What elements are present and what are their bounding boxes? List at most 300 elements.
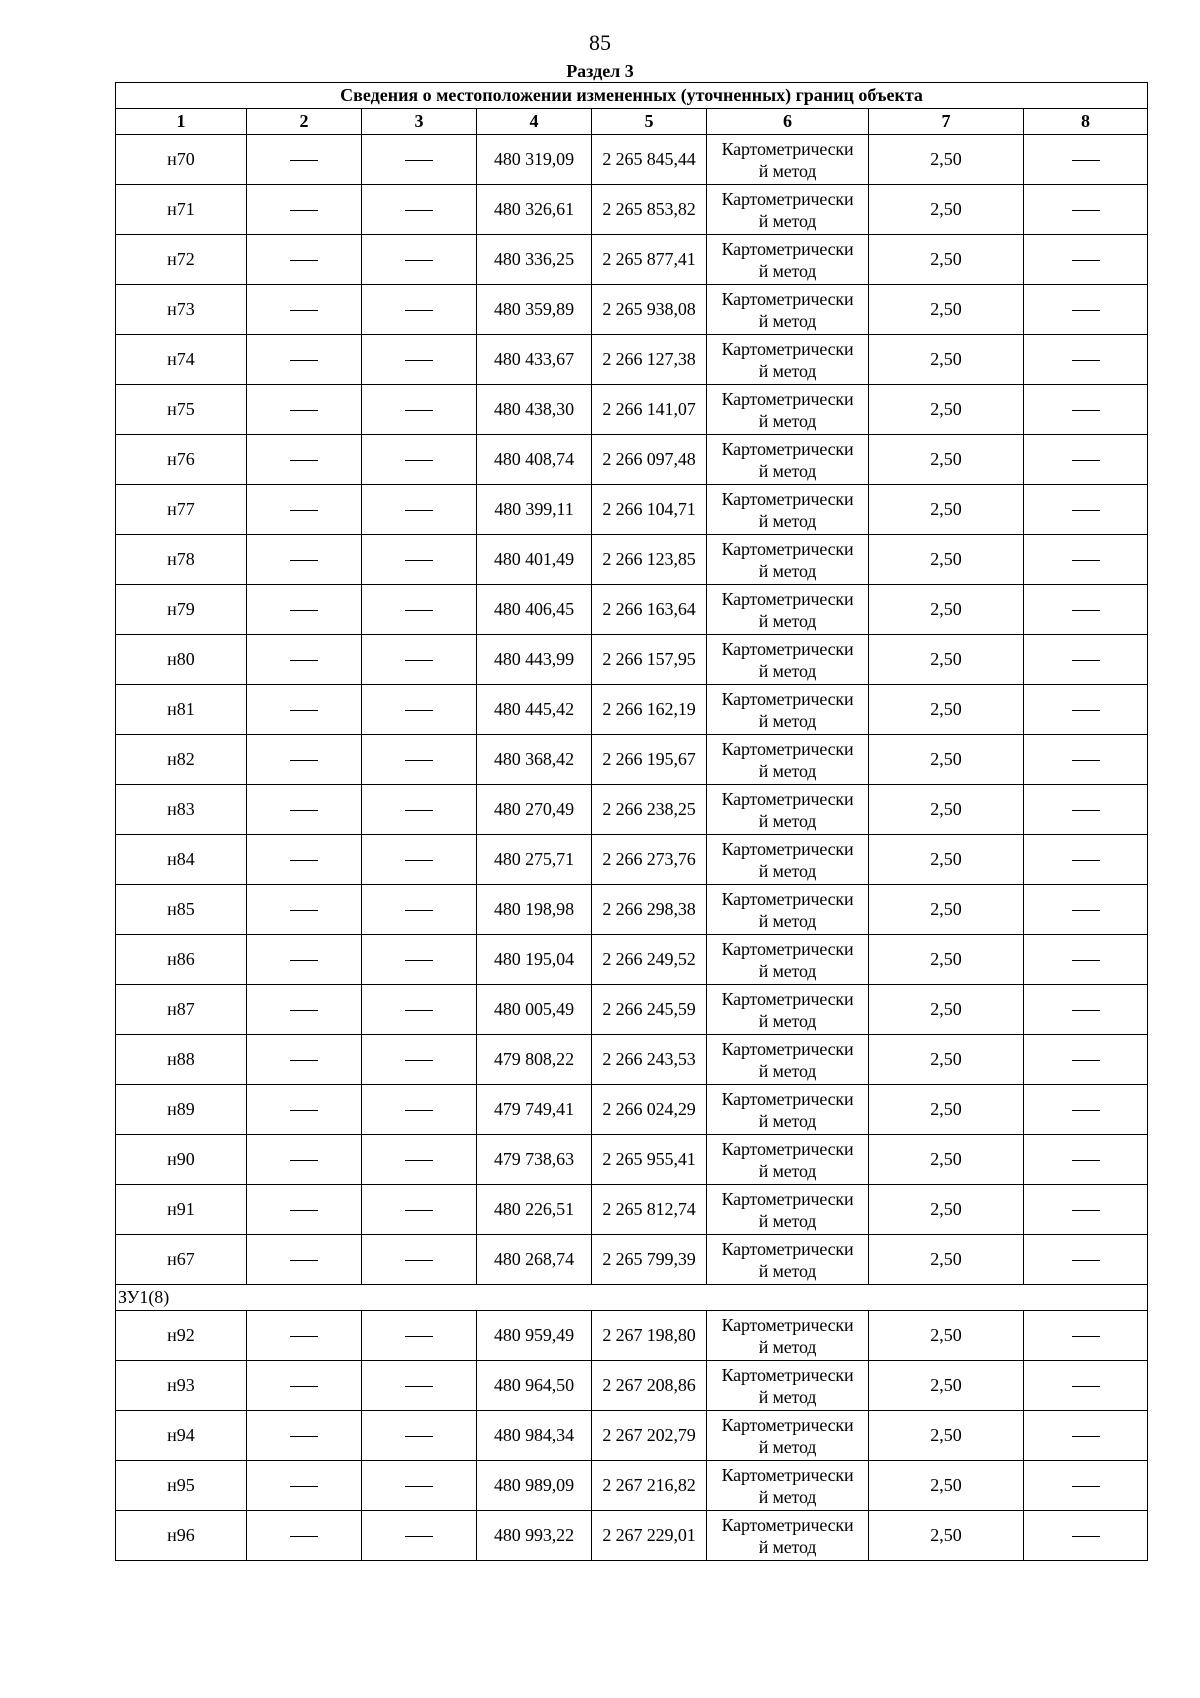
dash-mark [290, 1260, 318, 1261]
dash-mark [290, 260, 318, 261]
y-coordinate-cell: 2 266 238,25 [592, 785, 707, 835]
column-8-cell [1024, 135, 1148, 185]
column-8-cell [1024, 1311, 1148, 1361]
method-cell [707, 1311, 869, 1361]
dash-mark [290, 660, 318, 661]
column-2-cell [247, 1511, 362, 1561]
dash-mark [290, 210, 318, 211]
method-line-1: Картометрически [721, 938, 854, 959]
x-coordinate-cell: 480 959,49 [477, 1311, 592, 1361]
y-coordinate-cell: 2 266 127,38 [592, 335, 707, 385]
y-coordinate-cell: 2 265 812,74 [592, 1185, 707, 1235]
method-cell [707, 935, 869, 985]
method-line-2: й метод [758, 660, 817, 681]
dash-mark [290, 560, 318, 561]
column-8-cell [1024, 985, 1148, 1035]
method-cell [707, 1411, 869, 1461]
x-coordinate-cell: 480 445,42 [477, 685, 592, 735]
dash-mark [290, 1336, 318, 1337]
x-coordinate-cell: 480 401,49 [477, 535, 592, 585]
dash-mark [290, 910, 318, 911]
column-8-cell [1024, 1185, 1148, 1235]
column-8-cell [1024, 385, 1148, 435]
method-line-2: й метод [758, 260, 817, 281]
column-8-cell [1024, 1411, 1148, 1461]
method-line-1: Картометрически [721, 538, 854, 559]
column-3-cell [362, 985, 477, 1035]
method-cell [707, 235, 869, 285]
method-line-2: й метод [758, 960, 817, 981]
point-name-cell: н75 [116, 385, 247, 435]
table-row [116, 1311, 1148, 1361]
accuracy-cell: 2,50 [869, 985, 1024, 1035]
table-row [116, 335, 1148, 385]
dash-mark [290, 460, 318, 461]
method-cell [707, 1511, 869, 1561]
y-coordinate-cell: 2 265 799,39 [592, 1235, 707, 1285]
dash-mark [1072, 1260, 1100, 1261]
method-cell [707, 1135, 869, 1185]
column-3-cell [362, 1461, 477, 1511]
column-8-cell [1024, 685, 1148, 735]
x-coordinate-cell: 480 964,50 [477, 1361, 592, 1411]
dash-mark [1072, 210, 1100, 211]
column-8-cell [1024, 1461, 1148, 1511]
dash-mark [1072, 1210, 1100, 1211]
column-2-cell [247, 1361, 362, 1411]
column-3-cell [362, 835, 477, 885]
dash-mark [405, 260, 433, 261]
method-line-1: Картометрически [721, 1314, 854, 1335]
dash-mark [405, 360, 433, 361]
point-name-cell: н70 [116, 135, 247, 185]
y-coordinate-cell: 2 265 853,82 [592, 185, 707, 235]
column-2-cell [247, 1185, 362, 1235]
y-coordinate-cell: 2 266 104,71 [592, 485, 707, 535]
column-8-cell [1024, 1035, 1148, 1085]
table-row [116, 285, 1148, 335]
x-coordinate-cell: 480 195,04 [477, 935, 592, 985]
x-coordinate-cell: 479 749,41 [477, 1085, 592, 1135]
method-line-1: Картометрически [721, 1238, 854, 1259]
dash-mark [1072, 360, 1100, 361]
dash-mark [1072, 410, 1100, 411]
method-line-2: й метод [758, 460, 817, 481]
method-line-1: Картометрически [721, 1138, 854, 1159]
table-row [116, 485, 1148, 535]
accuracy-cell: 2,50 [869, 1311, 1024, 1361]
x-coordinate-cell: 480 275,71 [477, 835, 592, 885]
dash-mark [405, 860, 433, 861]
dash-mark [290, 760, 318, 761]
dash-mark [405, 810, 433, 811]
point-name-cell: н82 [116, 735, 247, 785]
accuracy-cell: 2,50 [869, 935, 1024, 985]
column-3-cell [362, 485, 477, 535]
column-2-cell [247, 185, 362, 235]
column-3-cell [362, 235, 477, 285]
column-3-cell [362, 1185, 477, 1235]
column-2-cell [247, 835, 362, 885]
dash-mark [405, 1110, 433, 1111]
column-3-cell [362, 1085, 477, 1135]
x-coordinate-cell: 480 005,49 [477, 985, 592, 1035]
y-coordinate-cell: 2 267 216,82 [592, 1461, 707, 1511]
point-name-cell: н83 [116, 785, 247, 835]
dash-mark [405, 160, 433, 161]
method-line-2: й метод [758, 610, 817, 631]
column-3-cell [362, 585, 477, 635]
column-3-cell [362, 535, 477, 585]
dash-mark [405, 960, 433, 961]
method-line-1: Картометрически [721, 738, 854, 759]
column-3-cell [362, 935, 477, 985]
column-8-cell [1024, 885, 1148, 935]
method-cell [707, 835, 869, 885]
method-line-1: Картометрически [721, 1464, 854, 1485]
column-2-cell [247, 985, 362, 1035]
dash-mark [1072, 960, 1100, 961]
table-row [116, 1361, 1148, 1411]
y-coordinate-cell: 2 265 955,41 [592, 1135, 707, 1185]
y-coordinate-cell: 2 266 298,38 [592, 885, 707, 935]
dash-mark [405, 1436, 433, 1437]
dash-mark [290, 1210, 318, 1211]
column-header-1: 1 [116, 109, 247, 135]
y-coordinate-cell: 2 267 229,01 [592, 1511, 707, 1561]
dash-mark [290, 1060, 318, 1061]
table-row [116, 685, 1148, 735]
column-3-cell [362, 685, 477, 735]
y-coordinate-cell: 2 266 141,07 [592, 385, 707, 435]
dash-mark [1072, 1386, 1100, 1387]
column-3-cell [362, 1235, 477, 1285]
method-line-1: Картометрически [721, 988, 854, 1009]
method-line-1: Картометрически [721, 288, 854, 309]
accuracy-cell: 2,50 [869, 1461, 1024, 1511]
x-coordinate-cell: 480 433,67 [477, 335, 592, 385]
table-row [116, 1511, 1148, 1561]
accuracy-cell: 2,50 [869, 535, 1024, 585]
dash-mark [405, 410, 433, 411]
table-row [116, 435, 1148, 485]
accuracy-cell: 2,50 [869, 385, 1024, 435]
column-number-row [116, 109, 1148, 135]
y-coordinate-cell: 2 267 208,86 [592, 1361, 707, 1411]
point-name-cell: н87 [116, 985, 247, 1035]
y-coordinate-cell: 2 266 162,19 [592, 685, 707, 735]
column-3-cell [362, 385, 477, 435]
method-line-1: Картометрически [721, 338, 854, 359]
method-cell [707, 385, 869, 435]
section-title: Раздел 3 [566, 61, 634, 81]
x-coordinate-cell: 480 359,89 [477, 285, 592, 335]
column-2-cell [247, 285, 362, 335]
column-header-8: 8 [1024, 109, 1148, 135]
table-row [116, 135, 1148, 185]
table-row [116, 1185, 1148, 1235]
method-line-2: й метод [758, 210, 817, 231]
column-3-cell [362, 1361, 477, 1411]
column-header-2: 2 [247, 109, 362, 135]
dash-mark [1072, 910, 1100, 911]
point-name-cell: н85 [116, 885, 247, 935]
dash-mark [1072, 510, 1100, 511]
dash-mark [1072, 1110, 1100, 1111]
dash-mark [290, 1486, 318, 1487]
dash-mark [290, 310, 318, 311]
point-name-cell: н91 [116, 1185, 247, 1235]
table-row [116, 235, 1148, 285]
x-coordinate-cell: 480 368,42 [477, 735, 592, 785]
x-coordinate-cell: 480 226,51 [477, 1185, 592, 1235]
table-row [116, 885, 1148, 935]
dash-mark [1072, 560, 1100, 561]
column-8-cell [1024, 235, 1148, 285]
column-3-cell [362, 785, 477, 835]
column-8-cell [1024, 435, 1148, 485]
point-name-cell: н73 [116, 285, 247, 335]
column-2-cell [247, 485, 362, 535]
method-cell [707, 285, 869, 335]
column-8-cell [1024, 785, 1148, 835]
dash-mark [405, 1386, 433, 1387]
dash-mark [1072, 1160, 1100, 1161]
table-caption: Сведения о местоположении измененных (уточненных) границ объекта [116, 83, 1148, 109]
accuracy-cell: 2,50 [869, 235, 1024, 285]
method-cell [707, 1361, 869, 1411]
dash-mark [1072, 260, 1100, 261]
dash-mark [290, 1536, 318, 1537]
dash-mark [1072, 160, 1100, 161]
accuracy-cell: 2,50 [869, 1411, 1024, 1461]
dash-mark [405, 710, 433, 711]
column-8-cell [1024, 735, 1148, 785]
dash-mark [405, 1486, 433, 1487]
method-line-1: Картометрически [721, 138, 854, 159]
column-8-cell [1024, 835, 1148, 885]
y-coordinate-cell: 2 267 198,80 [592, 1311, 707, 1361]
accuracy-cell: 2,50 [869, 1035, 1024, 1085]
dash-mark [1072, 1536, 1100, 1537]
column-8-cell [1024, 935, 1148, 985]
x-coordinate-cell: 479 808,22 [477, 1035, 592, 1085]
point-name-cell: н93 [116, 1361, 247, 1411]
column-8-cell [1024, 1135, 1148, 1185]
column-8-cell [1024, 1361, 1148, 1411]
dash-mark [405, 310, 433, 311]
accuracy-cell: 2,50 [869, 1361, 1024, 1411]
column-3-cell [362, 1311, 477, 1361]
point-name-cell: н90 [116, 1135, 247, 1185]
column-2-cell [247, 385, 362, 435]
dash-mark [405, 1336, 433, 1337]
y-coordinate-cell: 2 266 273,76 [592, 835, 707, 885]
x-coordinate-cell: 480 993,22 [477, 1511, 592, 1561]
column-2-cell [247, 235, 362, 285]
method-cell [707, 685, 869, 735]
x-coordinate-cell: 480 406,45 [477, 585, 592, 635]
method-cell [707, 585, 869, 635]
column-3-cell [362, 1411, 477, 1461]
column-2-cell [247, 135, 362, 185]
point-name-cell: н80 [116, 635, 247, 685]
dash-mark [1072, 1060, 1100, 1061]
point-name-cell: н89 [116, 1085, 247, 1135]
method-line-2: й метод [758, 910, 817, 931]
point-name-cell: н74 [116, 335, 247, 385]
method-line-2: й метод [758, 1010, 817, 1031]
method-line-1: Картометрически [721, 838, 854, 859]
dash-mark [405, 910, 433, 911]
column-8-cell [1024, 285, 1148, 335]
method-line-2: й метод [758, 1110, 817, 1131]
dash-mark [290, 610, 318, 611]
method-line-2: й метод [758, 810, 817, 831]
table-row [116, 635, 1148, 685]
column-2-cell [247, 1035, 362, 1085]
column-3-cell [362, 285, 477, 335]
column-3-cell [362, 135, 477, 185]
dash-mark [290, 410, 318, 411]
table-body [116, 135, 1148, 1561]
x-coordinate-cell: 480 438,30 [477, 385, 592, 435]
table-row [116, 585, 1148, 635]
method-line-2: й метод [758, 1436, 817, 1457]
dash-mark [405, 560, 433, 561]
dash-mark [290, 1010, 318, 1011]
point-name-cell: н94 [116, 1411, 247, 1461]
dash-mark [1072, 1486, 1100, 1487]
y-coordinate-cell: 2 266 157,95 [592, 635, 707, 685]
x-coordinate-cell: 480 399,11 [477, 485, 592, 535]
column-3-cell [362, 635, 477, 685]
method-cell [707, 135, 869, 185]
table-row [116, 785, 1148, 835]
method-line-1: Картометрически [721, 1514, 854, 1535]
x-coordinate-cell: 480 326,61 [477, 185, 592, 235]
dash-mark [290, 510, 318, 511]
accuracy-cell: 2,50 [869, 835, 1024, 885]
group-label: ЗУ1(8) [116, 1285, 1148, 1311]
page-number: 85 [589, 30, 611, 55]
x-coordinate-cell: 480 198,98 [477, 885, 592, 935]
method-line-2: й метод [758, 360, 817, 381]
method-line-2: й метод [758, 760, 817, 781]
dash-mark [290, 160, 318, 161]
x-coordinate-cell: 480 336,25 [477, 235, 592, 285]
table-row [116, 835, 1148, 885]
dash-mark [1072, 1010, 1100, 1011]
point-name-cell: н95 [116, 1461, 247, 1511]
method-line-1: Картометрически [721, 638, 854, 659]
point-name-cell: н84 [116, 835, 247, 885]
column-2-cell [247, 1311, 362, 1361]
point-name-cell: н72 [116, 235, 247, 285]
point-name-cell: н76 [116, 435, 247, 485]
column-2-cell [247, 785, 362, 835]
column-8-cell [1024, 185, 1148, 235]
accuracy-cell: 2,50 [869, 285, 1024, 335]
method-cell [707, 1461, 869, 1511]
dash-mark [1072, 1436, 1100, 1437]
point-name-cell: н81 [116, 685, 247, 735]
method-cell [707, 535, 869, 585]
accuracy-cell: 2,50 [869, 785, 1024, 835]
method-line-2: й метод [758, 1210, 817, 1231]
dash-mark [405, 210, 433, 211]
method-line-1: Картометрически [721, 688, 854, 709]
method-cell [707, 485, 869, 535]
column-2-cell [247, 1461, 362, 1511]
table-row [116, 185, 1148, 235]
method-cell [707, 735, 869, 785]
method-cell [707, 885, 869, 935]
column-header-7: 7 [869, 109, 1024, 135]
dash-mark [290, 810, 318, 811]
x-coordinate-cell: 480 443,99 [477, 635, 592, 685]
dash-mark [290, 710, 318, 711]
dash-mark [405, 1160, 433, 1161]
column-3-cell [362, 1135, 477, 1185]
method-cell [707, 1035, 869, 1085]
accuracy-cell: 2,50 [869, 485, 1024, 535]
column-2-cell [247, 1135, 362, 1185]
accuracy-cell: 2,50 [869, 585, 1024, 635]
dash-mark [290, 960, 318, 961]
column-header-3: 3 [362, 109, 477, 135]
table-row [116, 1035, 1148, 1085]
method-line-1: Картометрически [721, 238, 854, 259]
x-coordinate-cell: 480 989,09 [477, 1461, 592, 1511]
column-8-cell [1024, 1511, 1148, 1561]
method-line-2: й метод [758, 1486, 817, 1507]
accuracy-cell: 2,50 [869, 1235, 1024, 1285]
dash-mark [405, 1010, 433, 1011]
method-line-1: Картометрически [721, 1414, 854, 1435]
method-line-1: Картометрически [721, 388, 854, 409]
y-coordinate-cell: 2 265 877,41 [592, 235, 707, 285]
method-cell [707, 985, 869, 1035]
column-3-cell [362, 885, 477, 935]
x-coordinate-cell: 480 319,09 [477, 135, 592, 185]
method-line-1: Картометрически [721, 188, 854, 209]
column-header-6: 6 [707, 109, 869, 135]
column-2-cell [247, 885, 362, 935]
column-2-cell [247, 935, 362, 985]
method-line-1: Картометрически [721, 788, 854, 809]
dash-mark [1072, 610, 1100, 611]
column-2-cell [247, 685, 362, 735]
dash-mark [290, 1386, 318, 1387]
method-cell [707, 435, 869, 485]
column-3-cell [362, 435, 477, 485]
dash-mark [1072, 310, 1100, 311]
method-cell [707, 785, 869, 835]
column-2-cell [247, 1235, 362, 1285]
method-line-2: й метод [758, 1536, 817, 1557]
column-2-cell [247, 1411, 362, 1461]
x-coordinate-cell: 480 984,34 [477, 1411, 592, 1461]
method-line-1: Картометрически [721, 588, 854, 609]
dash-mark [405, 1210, 433, 1211]
table-row [116, 1411, 1148, 1461]
column-2-cell [247, 1085, 362, 1135]
table-row [116, 985, 1148, 1035]
accuracy-cell: 2,50 [869, 1511, 1024, 1561]
table-row [116, 1461, 1148, 1511]
dash-mark [405, 610, 433, 611]
